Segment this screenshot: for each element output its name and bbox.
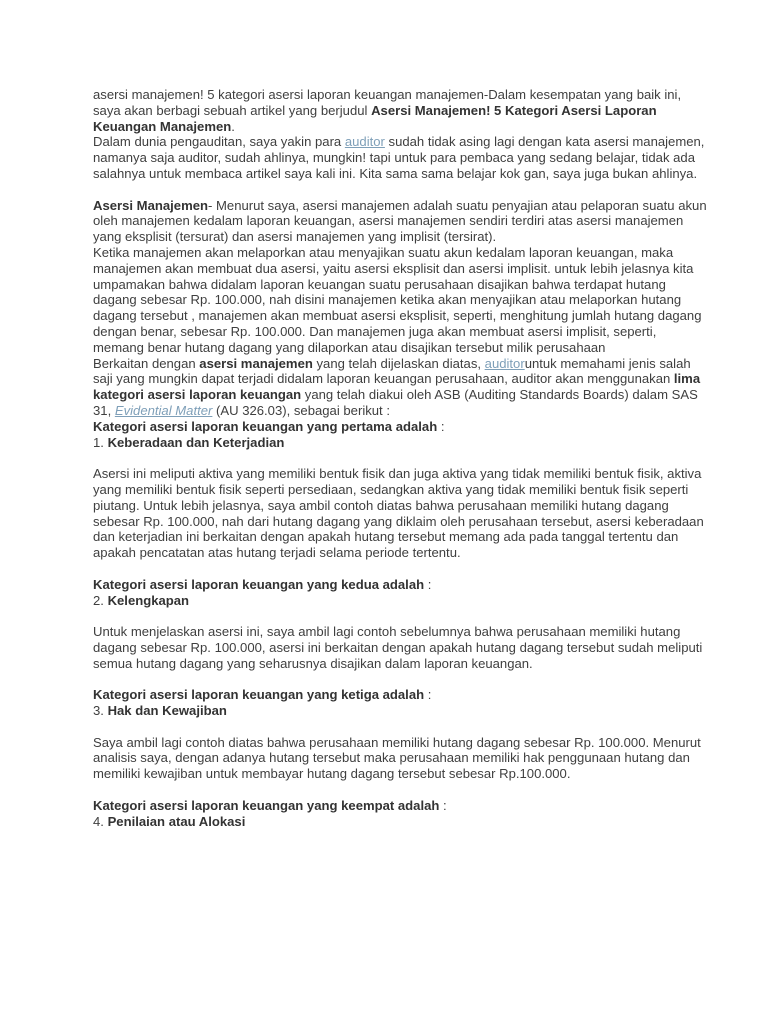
paragraph-gap [93, 608, 708, 624]
category-heading [93, 687, 708, 703]
category-heading-text: Kategori asersi laporan keuangan yang kedua adalah [93, 576, 425, 592]
article-title: Asersi Manajemen! 5 Kategori Asersi Laporan Keuangan Manajemen [93, 102, 657, 134]
paragraph-text: untuk memahami jenis salah saji yang mungkin dapat terjadi didalam laporan keuangan perusahaan, auditor akan menggunakan [93, 355, 691, 387]
category-heading-text: Kategori asersi laporan keuangan yang pertama adalah [93, 418, 438, 434]
category-title-text: Keberadaan dan Keterjadian [107, 434, 285, 450]
paragraph-auditing [93, 134, 708, 181]
paragraph-text: - Menurut saya, asersi manajemen adalah suatu penyajian atau pelaporan suatu akun oleh manajemen kedalam laporan keuangan, asersi manajemen sendiri terdiri atas asersi manajemen yang eksplisit (tersurat) dan asersi manajemen yang implisit (tersirat). [93, 197, 707, 245]
colon: : [424, 576, 432, 592]
auditor-link[interactable]: auditor [484, 355, 525, 371]
paragraph-gap [93, 450, 708, 466]
category-title [93, 814, 708, 830]
category-title [93, 435, 708, 451]
category-heading-text: Kategori asersi laporan keuangan yang ketiga adalah [93, 687, 425, 703]
category-title-text: Kelengkapan [107, 592, 190, 608]
category-number: 3. [93, 703, 108, 719]
category-number: 4. [93, 813, 108, 829]
category-title-text: Penilaian atau Alokasi [107, 813, 246, 829]
category-heading [93, 577, 708, 593]
term-bold: lima kategori asersi laporan keuangan [93, 371, 701, 403]
paragraph-gap [93, 182, 708, 198]
paragraph-gap [93, 671, 708, 687]
category-number: 1. [93, 434, 108, 450]
category-heading [93, 419, 708, 435]
term-asersi-manajemen: Asersi Manajemen [93, 197, 208, 213]
paragraph-text: sudah tidak asing lagi dengan kata asersi manajemen, namanya saja auditor, sudah ahlinya, mungkin! tapi untuk para pembaca yang sedang belajar, tidak ada salahnya untuk membaca artikel saya kali ini. Kita sama sama belajar kok gan, saya juga bukan ahlinya. [93, 134, 705, 181]
paragraph-text: yang telah diakui oleh ASB (Auditing Standards Boards) dalam SAS 31, [93, 387, 698, 418]
paragraph-categories-intro [93, 356, 708, 419]
paragraph-text: Berkaitan dengan [93, 355, 200, 371]
category-title-text: Hak dan Kewajiban [107, 703, 227, 719]
category-heading [93, 798, 708, 814]
paragraph-example: Ketika manajemen akan melaporkan atau menyajikan suatu akun kedalam laporan keuangan, maka manajemen akan membuat dua asersi, yaitu asersi eksplisit dan asersi implisit. untuk lebih jelasnya kita umpamakan bahwa didalam laporan keuangan suatu perusahaan disajikan bahwa terdapat hutang dagang sebesar Rp. 100.000, nah disini manajemen ketika akan menyajikan atau melaporkan hutang dagang tersebut , manajemen akan membuat asersi eksplisit, seperti, menghitung jumlah hutang dagang dengan benar, sebesar Rp. 100.000. Dan manajemen juga akan membuat asersi implisit, seperti, memang benar hutang dagang yang dilaporkan atau disajikan tersebut milik perusahaan [93, 244, 702, 355]
auditor-link[interactable]: auditor [344, 134, 385, 150]
colon: : [437, 418, 445, 434]
category-body: Asersi ini meliputi aktiva yang memiliki bentuk fisik dan juga aktiva yang tidak memiliki bentuk fisik, aktiva yang memiliki bentuk fisik seperti persediaan, sedangkan aktiva yang tidak memiliki bentuk fisik seperti piutang. Untuk lebih jelasnya, saya ambil contoh diatas bahwa perusahaan memiliki hutang dagang sebesar Rp. 100.000, nah dari hutang dagang yang diklaim oleh perusahaan tersebut, asersi keberadaan dan keterjadian ini berkaitan dengan apakah hutang tersebut memang ada pada tanggal tertentu dan apakah pencatatan atas hutang terjadi selama periode tertentu. [93, 466, 704, 561]
category-heading-text: Kategori asersi laporan keuangan yang keempat adalah [93, 797, 440, 813]
paragraph-gap [93, 782, 708, 798]
evidential-matter-link[interactable]: Evidential Matter [114, 402, 213, 418]
paragraph-text: Dalam dunia pengauditan, saya yakin para [93, 134, 345, 150]
paragraph-gap [93, 719, 708, 735]
category-number: 2. [93, 592, 108, 608]
category-body: Saya ambil lagi contoh diatas bahwa perusahaan memiliki hutang dagang sebesar Rp. 100.000. Menurut analisis saya, dengan adanya hutang tersebut maka perusahaan memiliki hak penggunaan hutang dan memiliki kewajiban untuk membayar hutang dagang tersebut sebesar Rp.100.000. [93, 734, 701, 782]
paragraph-text: (AU 326.03), sebagai berikut : [212, 402, 390, 418]
intro-paragraph [93, 87, 708, 134]
paragraph-gap [93, 561, 708, 577]
paragraph-text: yang telah dijelaskan diatas, [312, 355, 485, 371]
intro-text: asersi manajemen! 5 kategori asersi laporan keuangan manajemen-Dalam kesempatan yang baik ini, saya akan berbagi sebuah artikel yang berjudul [93, 87, 682, 118]
colon: : [439, 797, 447, 813]
category-title [93, 593, 708, 609]
paragraph-definition [93, 198, 708, 245]
intro-text-end: . [231, 118, 235, 134]
category-title [93, 703, 708, 719]
colon: : [424, 687, 432, 703]
term-bold: asersi manajemen [199, 355, 313, 371]
category-body: Untuk menjelaskan asersi ini, saya ambil lagi contoh sebelumnya bahwa perusahaan memiliki hutang dagang sebesar Rp. 100.000, asersi ini berkaitan dengan apakah hutang dagang tersebut sudah meliputi semua hutang dagang yang seharusnya disajikan dalam laporan keuangan. [93, 624, 703, 671]
